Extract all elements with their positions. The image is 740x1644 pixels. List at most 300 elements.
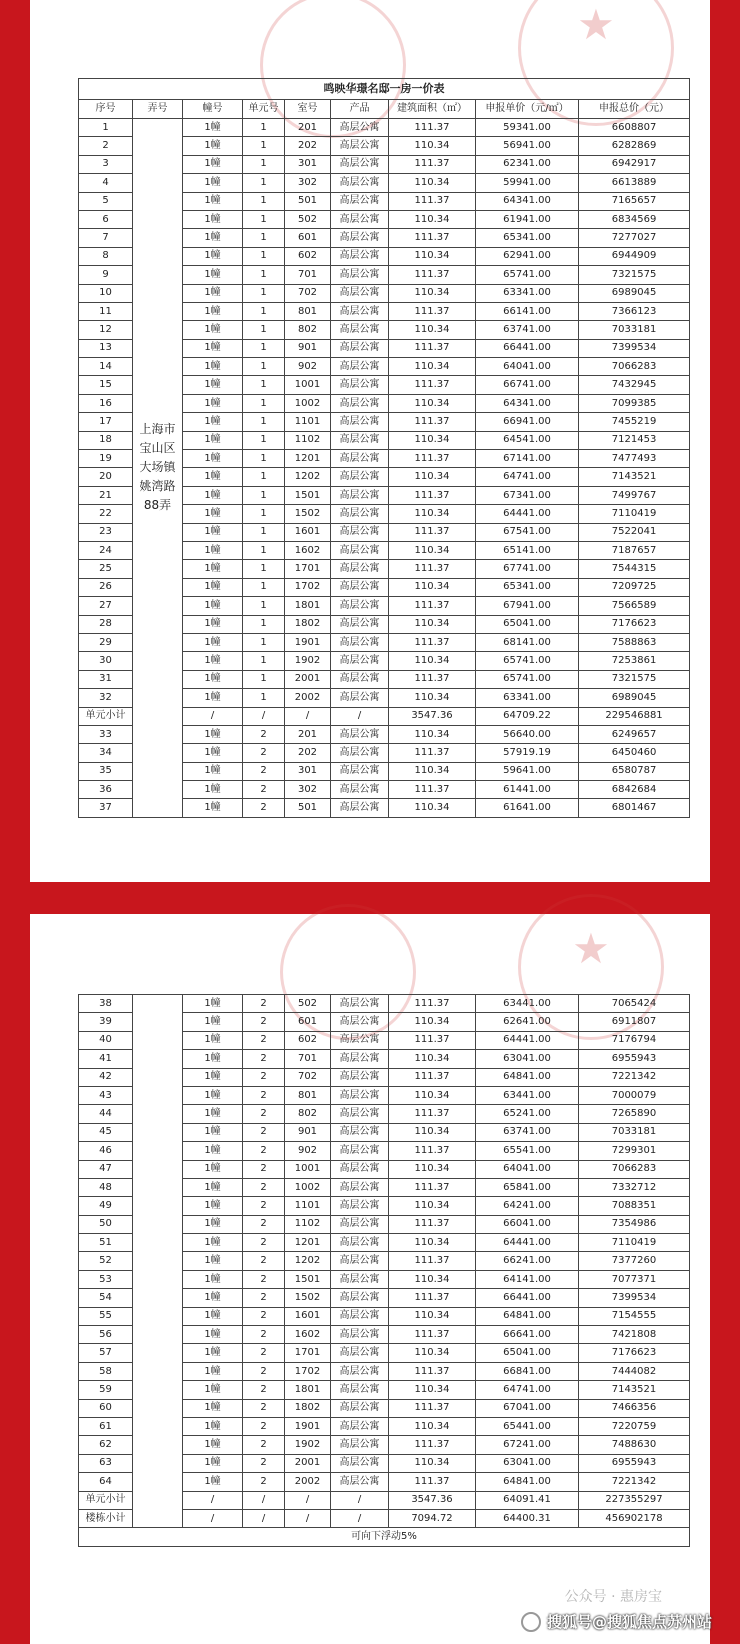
cell-room: 1701 bbox=[285, 1344, 331, 1362]
cell-seq: 46 bbox=[79, 1142, 133, 1160]
cell-seq: 55 bbox=[79, 1307, 133, 1325]
cell-building: 1幢 bbox=[183, 450, 243, 468]
cell-unit-price: 64709.22 bbox=[476, 707, 579, 725]
cell-product: 高层公寓 bbox=[331, 468, 389, 486]
cell-area: 111.37 bbox=[389, 155, 476, 173]
cell-building: 1幢 bbox=[183, 1436, 243, 1454]
cell-building: 1幢 bbox=[183, 615, 243, 633]
cell-room: 1201 bbox=[285, 1234, 331, 1252]
cell-unit: 1 bbox=[243, 339, 285, 357]
cell-unit: 2 bbox=[243, 1068, 285, 1086]
cell-building: 1幢 bbox=[183, 995, 243, 1013]
cell-room: 1602 bbox=[285, 541, 331, 559]
cell-seq: 33 bbox=[79, 725, 133, 743]
cell-product: 高层公寓 bbox=[331, 781, 389, 799]
cell-unit-price: 64241.00 bbox=[476, 1197, 579, 1215]
cell-product: 高层公寓 bbox=[331, 541, 389, 559]
cell-area: 110.34 bbox=[389, 431, 476, 449]
cell-unit-price: 67741.00 bbox=[476, 560, 579, 578]
cell-total-price: 7477493 bbox=[579, 450, 690, 468]
table-title: 鸣映华璟名邸一房一价表 bbox=[79, 79, 690, 100]
cell-seq: 30 bbox=[79, 652, 133, 670]
cell-room: 1801 bbox=[285, 597, 331, 615]
cell-total-price: 7221342 bbox=[579, 1068, 690, 1086]
cell-room: 801 bbox=[285, 1086, 331, 1104]
cell-area: 110.34 bbox=[389, 1381, 476, 1399]
cell-unit-price: 68141.00 bbox=[476, 633, 579, 651]
cell-unit-price: 56941.00 bbox=[476, 137, 579, 155]
cell-building: 1幢 bbox=[183, 1270, 243, 1288]
cell-seq: 21 bbox=[79, 486, 133, 504]
cell-unit: 2 bbox=[243, 1031, 285, 1049]
cell-building: 1幢 bbox=[183, 1307, 243, 1325]
cell-building: 1幢 bbox=[183, 1326, 243, 1344]
cell-total-price: 7321575 bbox=[579, 670, 690, 688]
cell-building: 1幢 bbox=[183, 689, 243, 707]
cell-product: 高层公寓 bbox=[331, 1013, 389, 1031]
cell-total-price: 7332712 bbox=[579, 1178, 690, 1196]
cell-building: 1幢 bbox=[183, 1031, 243, 1049]
cell-unit: 2 bbox=[243, 1362, 285, 1380]
cell-unit: 2 bbox=[243, 1344, 285, 1362]
cell-unit-price: 57919.19 bbox=[476, 744, 579, 762]
cell-seq: 51 bbox=[79, 1234, 133, 1252]
cell-area: 110.34 bbox=[389, 652, 476, 670]
cell-seq: 61 bbox=[79, 1417, 133, 1435]
cell-total-price: 7154555 bbox=[579, 1307, 690, 1325]
cell-building: 1幢 bbox=[183, 1454, 243, 1472]
cell-product: 高层公寓 bbox=[331, 725, 389, 743]
cell-seq: 29 bbox=[79, 633, 133, 651]
cell-unit-price: 67341.00 bbox=[476, 486, 579, 504]
cell-building: 1幢 bbox=[183, 1289, 243, 1307]
cell-building: 1幢 bbox=[183, 597, 243, 615]
cell-total-price: 7421808 bbox=[579, 1326, 690, 1344]
cell-building: 1幢 bbox=[183, 1013, 243, 1031]
cell-total-price: 7176794 bbox=[579, 1031, 690, 1049]
cell-total-price: 7444082 bbox=[579, 1362, 690, 1380]
cell-building: 1幢 bbox=[183, 762, 243, 780]
cell-unit: 2 bbox=[243, 1399, 285, 1417]
cell-unit-price: 64341.00 bbox=[476, 394, 579, 412]
cell-seq: 48 bbox=[79, 1178, 133, 1196]
cell-room: 1202 bbox=[285, 1252, 331, 1270]
cell-area: 111.37 bbox=[389, 1215, 476, 1233]
cell-area: 110.34 bbox=[389, 1197, 476, 1215]
cell-room: 202 bbox=[285, 137, 331, 155]
cell-unit-price: 65841.00 bbox=[476, 1178, 579, 1196]
cell-unit-price: 59941.00 bbox=[476, 174, 579, 192]
cell-total-price: 229546881 bbox=[579, 707, 690, 725]
cell-area: 110.34 bbox=[389, 1417, 476, 1435]
cell-total-price: 7220759 bbox=[579, 1417, 690, 1435]
cell-unit: 2 bbox=[243, 1234, 285, 1252]
cell-area: 111.37 bbox=[389, 486, 476, 504]
cell-room: 1001 bbox=[285, 1160, 331, 1178]
cell-seq: 3 bbox=[79, 155, 133, 173]
cell-seq: 43 bbox=[79, 1086, 133, 1104]
cell-seq: 53 bbox=[79, 1270, 133, 1288]
cell-building: 1幢 bbox=[183, 339, 243, 357]
header-room: 室号 bbox=[285, 100, 331, 119]
cell-total-price: 7321575 bbox=[579, 266, 690, 284]
cell-total-price: 7143521 bbox=[579, 1381, 690, 1399]
cell-area: 3547.36 bbox=[389, 707, 476, 725]
cell-building: 1幢 bbox=[183, 321, 243, 339]
header-building: 幢号 bbox=[183, 100, 243, 119]
cell-building: 1幢 bbox=[183, 358, 243, 376]
cell-unit-price: 61441.00 bbox=[476, 781, 579, 799]
cell-unit-price: 64041.00 bbox=[476, 358, 579, 376]
cell-area: 111.37 bbox=[389, 1362, 476, 1380]
cell-seq: 4 bbox=[79, 174, 133, 192]
cell-room: 502 bbox=[285, 210, 331, 228]
cell-seq: 58 bbox=[79, 1362, 133, 1380]
cell-room: 1101 bbox=[285, 1197, 331, 1215]
cell-area: 111.37 bbox=[389, 376, 476, 394]
cell-total-price: 7277027 bbox=[579, 229, 690, 247]
cell-unit: 1 bbox=[243, 284, 285, 302]
cell-product: 高层公寓 bbox=[331, 394, 389, 412]
cell-total-price: 7377260 bbox=[579, 1252, 690, 1270]
cell-seq: 2 bbox=[79, 137, 133, 155]
cell-building: 1幢 bbox=[183, 1105, 243, 1123]
cell-seq: 40 bbox=[79, 1031, 133, 1049]
cell-room: 701 bbox=[285, 266, 331, 284]
cell-total-price: 6942917 bbox=[579, 155, 690, 173]
cell-seq: 35 bbox=[79, 762, 133, 780]
cell-unit: 1 bbox=[243, 394, 285, 412]
cell-room: 501 bbox=[285, 799, 331, 817]
cell-seq: 34 bbox=[79, 744, 133, 762]
cell-total-price: 7110419 bbox=[579, 505, 690, 523]
cell-unit-price: 66441.00 bbox=[476, 339, 579, 357]
cell-seq: 17 bbox=[79, 413, 133, 431]
cell-total-price: 7253861 bbox=[579, 652, 690, 670]
cell-area: 110.34 bbox=[389, 1160, 476, 1178]
cell-seq: 12 bbox=[79, 321, 133, 339]
cell-unit-price: 66641.00 bbox=[476, 1326, 579, 1344]
cell-unit: 2 bbox=[243, 781, 285, 799]
watermark-faint: 公众号 · 惠房宝 bbox=[564, 1589, 662, 1605]
cell-building: 1幢 bbox=[183, 633, 243, 651]
cell-total-price: 7066283 bbox=[579, 358, 690, 376]
cell-building: 1幢 bbox=[183, 1178, 243, 1196]
cell-area: 111.37 bbox=[389, 523, 476, 541]
cell-product: 高层公寓 bbox=[331, 321, 389, 339]
cell-total-price: 6580787 bbox=[579, 762, 690, 780]
cell-product: 高层公寓 bbox=[331, 1307, 389, 1325]
cell-product: 高层公寓 bbox=[331, 1086, 389, 1104]
cell-total-price: 7099385 bbox=[579, 394, 690, 412]
cell-building: 1幢 bbox=[183, 1160, 243, 1178]
cell-building: 1幢 bbox=[183, 376, 243, 394]
cell-unit: 1 bbox=[243, 247, 285, 265]
cell-unit-price: 67941.00 bbox=[476, 597, 579, 615]
cell-unit: 1 bbox=[243, 450, 285, 468]
cell-unit: 2 bbox=[243, 1473, 285, 1491]
cell-unit: 1 bbox=[243, 137, 285, 155]
cell-unit: 2 bbox=[243, 1123, 285, 1141]
cell-building: 1幢 bbox=[183, 1197, 243, 1215]
cell-building: 1幢 bbox=[183, 1068, 243, 1086]
cell-room: 901 bbox=[285, 339, 331, 357]
cell-seq: 20 bbox=[79, 468, 133, 486]
cell-total-price: 7432945 bbox=[579, 376, 690, 394]
cell-unit-price: 67041.00 bbox=[476, 1399, 579, 1417]
cell-unit-price: 65241.00 bbox=[476, 1105, 579, 1123]
cell-room: / bbox=[285, 1491, 331, 1509]
cell-unit-price: 64841.00 bbox=[476, 1473, 579, 1491]
cell-building: 1幢 bbox=[183, 578, 243, 596]
cell-unit: 1 bbox=[243, 560, 285, 578]
cell-seq: 41 bbox=[79, 1050, 133, 1068]
cell-product: 高层公寓 bbox=[331, 1197, 389, 1215]
cell-unit: 1 bbox=[243, 670, 285, 688]
cell-product: 高层公寓 bbox=[331, 210, 389, 228]
cell-unit-price: 63441.00 bbox=[476, 1086, 579, 1104]
cell-building: 1幢 bbox=[183, 1234, 243, 1252]
cell-product: 高层公寓 bbox=[331, 486, 389, 504]
cell-total-price: 7455219 bbox=[579, 413, 690, 431]
cell-total-price: 6955943 bbox=[579, 1454, 690, 1472]
cell-unit: / bbox=[243, 707, 285, 725]
cell-area: 111.37 bbox=[389, 1178, 476, 1196]
cell-product: 高层公寓 bbox=[331, 1142, 389, 1160]
cell-seq: 31 bbox=[79, 670, 133, 688]
cell-seq: 50 bbox=[79, 1215, 133, 1233]
cell-product: 高层公寓 bbox=[331, 119, 389, 137]
cell-building: 1幢 bbox=[183, 799, 243, 817]
cell-unit-price: 63041.00 bbox=[476, 1050, 579, 1068]
lane-address-cell bbox=[133, 995, 183, 1528]
cell-product: 高层公寓 bbox=[331, 1473, 389, 1491]
cell-unit-price: 63341.00 bbox=[476, 689, 579, 707]
cell-unit-price: 66241.00 bbox=[476, 1252, 579, 1270]
cell-area: 111.37 bbox=[389, 450, 476, 468]
cell-room: 801 bbox=[285, 302, 331, 320]
cell-area: 111.37 bbox=[389, 1326, 476, 1344]
cell-product: 高层公寓 bbox=[331, 995, 389, 1013]
cell-unit: 2 bbox=[243, 762, 285, 780]
cell-room: 901 bbox=[285, 1123, 331, 1141]
cell-unit-price: 59641.00 bbox=[476, 762, 579, 780]
cell-total-price: 7165657 bbox=[579, 192, 690, 210]
header-seq: 序号 bbox=[79, 100, 133, 119]
cell-area: 3547.36 bbox=[389, 1491, 476, 1509]
cell-area: 111.37 bbox=[389, 1142, 476, 1160]
cell-area: 110.34 bbox=[389, 1013, 476, 1031]
cell-unit-price: 66941.00 bbox=[476, 413, 579, 431]
cell-seq: 26 bbox=[79, 578, 133, 596]
cell-building: 1幢 bbox=[183, 781, 243, 799]
cell-room: 1802 bbox=[285, 1399, 331, 1417]
cell-total-price: 7121453 bbox=[579, 431, 690, 449]
cell-room: 1502 bbox=[285, 1289, 331, 1307]
cell-area: 110.34 bbox=[389, 1454, 476, 1472]
cell-seq: 19 bbox=[79, 450, 133, 468]
cell-product: 高层公寓 bbox=[331, 1326, 389, 1344]
cell-room: 1202 bbox=[285, 468, 331, 486]
cell-total-price: 7366123 bbox=[579, 302, 690, 320]
cell-unit: 1 bbox=[243, 413, 285, 431]
cell-unit: 1 bbox=[243, 266, 285, 284]
cell-product: 高层公寓 bbox=[331, 1123, 389, 1141]
cell-unit-price: 64441.00 bbox=[476, 1031, 579, 1049]
cell-room: 302 bbox=[285, 174, 331, 192]
cell-area: 111.37 bbox=[389, 670, 476, 688]
cell-total-price: 7077371 bbox=[579, 1270, 690, 1288]
cell-unit: 1 bbox=[243, 376, 285, 394]
cell-building: 1幢 bbox=[183, 1252, 243, 1270]
cell-product: 高层公寓 bbox=[331, 302, 389, 320]
cell-room: 2002 bbox=[285, 689, 331, 707]
cell-unit: 1 bbox=[243, 302, 285, 320]
cell-total-price: 6911807 bbox=[579, 1013, 690, 1031]
cell-area: 110.34 bbox=[389, 358, 476, 376]
cell-area: 111.37 bbox=[389, 744, 476, 762]
price-table-page-2 bbox=[78, 994, 690, 1547]
cell-room: 702 bbox=[285, 284, 331, 302]
cell-product: 高层公寓 bbox=[331, 670, 389, 688]
cell-unit: 2 bbox=[243, 1160, 285, 1178]
cell-room: 2001 bbox=[285, 1454, 331, 1472]
cell-area: 110.34 bbox=[389, 394, 476, 412]
cell-unit: 2 bbox=[243, 995, 285, 1013]
cell-product: 高层公寓 bbox=[331, 799, 389, 817]
cell-total-price: 6608807 bbox=[579, 119, 690, 137]
cell-unit-price: 56640.00 bbox=[476, 725, 579, 743]
cell-area: 111.37 bbox=[389, 633, 476, 651]
cell-building: 1幢 bbox=[183, 1142, 243, 1160]
cell-product: 高层公寓 bbox=[331, 1105, 389, 1123]
cell-unit-price: 59341.00 bbox=[476, 119, 579, 137]
cell-unit: 1 bbox=[243, 192, 285, 210]
cell-building: 1幢 bbox=[183, 652, 243, 670]
cell-unit-price: 63741.00 bbox=[476, 321, 579, 339]
cell-unit: 1 bbox=[243, 633, 285, 651]
cell-building: 1幢 bbox=[183, 192, 243, 210]
cell-total-price: 7566589 bbox=[579, 597, 690, 615]
cell-area: 110.34 bbox=[389, 725, 476, 743]
cell-area: 111.37 bbox=[389, 413, 476, 431]
cell-unit: 2 bbox=[243, 1381, 285, 1399]
cell-room: 1501 bbox=[285, 1270, 331, 1288]
cell-building: 1幢 bbox=[183, 1473, 243, 1491]
cell-area: 111.37 bbox=[389, 1031, 476, 1049]
cell-product: 高层公寓 bbox=[331, 1381, 389, 1399]
cell-product: / bbox=[331, 707, 389, 725]
cell-seq: 52 bbox=[79, 1252, 133, 1270]
cell-unit-price: 65041.00 bbox=[476, 1344, 579, 1362]
cell-product: 高层公寓 bbox=[331, 523, 389, 541]
cell-total-price: 6249657 bbox=[579, 725, 690, 743]
cell-building: 1幢 bbox=[183, 560, 243, 578]
cell-total-price: 7399534 bbox=[579, 1289, 690, 1307]
cell-building: 1幢 bbox=[183, 210, 243, 228]
cell-total-price: 6613889 bbox=[579, 174, 690, 192]
cell-unit: 2 bbox=[243, 799, 285, 817]
cell-building: 1幢 bbox=[183, 1381, 243, 1399]
cell-product: 高层公寓 bbox=[331, 192, 389, 210]
cell-total-price: 6989045 bbox=[579, 689, 690, 707]
cell-room: 1102 bbox=[285, 1215, 331, 1233]
cell-product: 高层公寓 bbox=[331, 358, 389, 376]
cell-unit: 2 bbox=[243, 744, 285, 762]
cell-product: 高层公寓 bbox=[331, 1234, 389, 1252]
price-float-note: 可向下浮动5% bbox=[79, 1528, 690, 1546]
cell-product: 高层公寓 bbox=[331, 284, 389, 302]
cell-product: 高层公寓 bbox=[331, 689, 389, 707]
cell-room: / bbox=[285, 707, 331, 725]
cell-area: 110.34 bbox=[389, 468, 476, 486]
cell-room: 701 bbox=[285, 1050, 331, 1068]
table-header-row bbox=[79, 100, 690, 119]
cell-area: 7094.72 bbox=[389, 1509, 476, 1527]
cell-unit: 2 bbox=[243, 1215, 285, 1233]
cell-product: 高层公寓 bbox=[331, 1252, 389, 1270]
cell-building: 1幢 bbox=[183, 229, 243, 247]
cell-area: 111.37 bbox=[389, 1399, 476, 1417]
cell-total-price: 6282869 bbox=[579, 137, 690, 155]
cell-unit-price: 66841.00 bbox=[476, 1362, 579, 1380]
cell-room: 502 bbox=[285, 995, 331, 1013]
cell-total-price: 7187657 bbox=[579, 541, 690, 559]
cell-product: 高层公寓 bbox=[331, 578, 389, 596]
cell-seq: 42 bbox=[79, 1068, 133, 1086]
cell-unit: 2 bbox=[243, 1289, 285, 1307]
cell-product: 高层公寓 bbox=[331, 597, 389, 615]
price-table-page-1 bbox=[78, 78, 690, 818]
cell-unit-price: 64441.00 bbox=[476, 505, 579, 523]
cell-area: 110.34 bbox=[389, 210, 476, 228]
cell-seq: 23 bbox=[79, 523, 133, 541]
cell-seq: 37 bbox=[79, 799, 133, 817]
star-icon: ★ bbox=[572, 924, 610, 973]
cell-room: 601 bbox=[285, 1013, 331, 1031]
cell-building: 1幢 bbox=[183, 155, 243, 173]
cell-product: 高层公寓 bbox=[331, 1362, 389, 1380]
cell-building: 1幢 bbox=[183, 1344, 243, 1362]
cell-total-price: 6944909 bbox=[579, 247, 690, 265]
cell-unit-price: 63041.00 bbox=[476, 1454, 579, 1472]
cell-building: 1幢 bbox=[183, 394, 243, 412]
cell-building: 1幢 bbox=[183, 119, 243, 137]
cell-unit-price: 64041.00 bbox=[476, 1160, 579, 1178]
cell-total-price: 7209725 bbox=[579, 578, 690, 596]
cell-room: 1801 bbox=[285, 1381, 331, 1399]
cell-room: / bbox=[285, 1509, 331, 1527]
cell-room: 802 bbox=[285, 1105, 331, 1123]
cell-product: 高层公寓 bbox=[331, 1031, 389, 1049]
cell-product: 高层公寓 bbox=[331, 744, 389, 762]
lane-address-cell: 上海市宝山区大场镇姚湾路88弄 bbox=[133, 119, 183, 818]
cell-product: 高层公寓 bbox=[331, 174, 389, 192]
cell-unit-price: 65741.00 bbox=[476, 266, 579, 284]
cell-room: 202 bbox=[285, 744, 331, 762]
cell-total-price: 7221342 bbox=[579, 1473, 690, 1491]
cell-area: 111.37 bbox=[389, 1289, 476, 1307]
cell-product: 高层公寓 bbox=[331, 1050, 389, 1068]
cell-room: 902 bbox=[285, 358, 331, 376]
cell-unit-price: 66441.00 bbox=[476, 1289, 579, 1307]
cell-total-price: 7488630 bbox=[579, 1436, 690, 1454]
cell-seq: 57 bbox=[79, 1344, 133, 1362]
cell-seq: 15 bbox=[79, 376, 133, 394]
cell-total-price: 7466356 bbox=[579, 1399, 690, 1417]
cell-total-price: 7110419 bbox=[579, 1234, 690, 1252]
cell-room: 1201 bbox=[285, 450, 331, 468]
